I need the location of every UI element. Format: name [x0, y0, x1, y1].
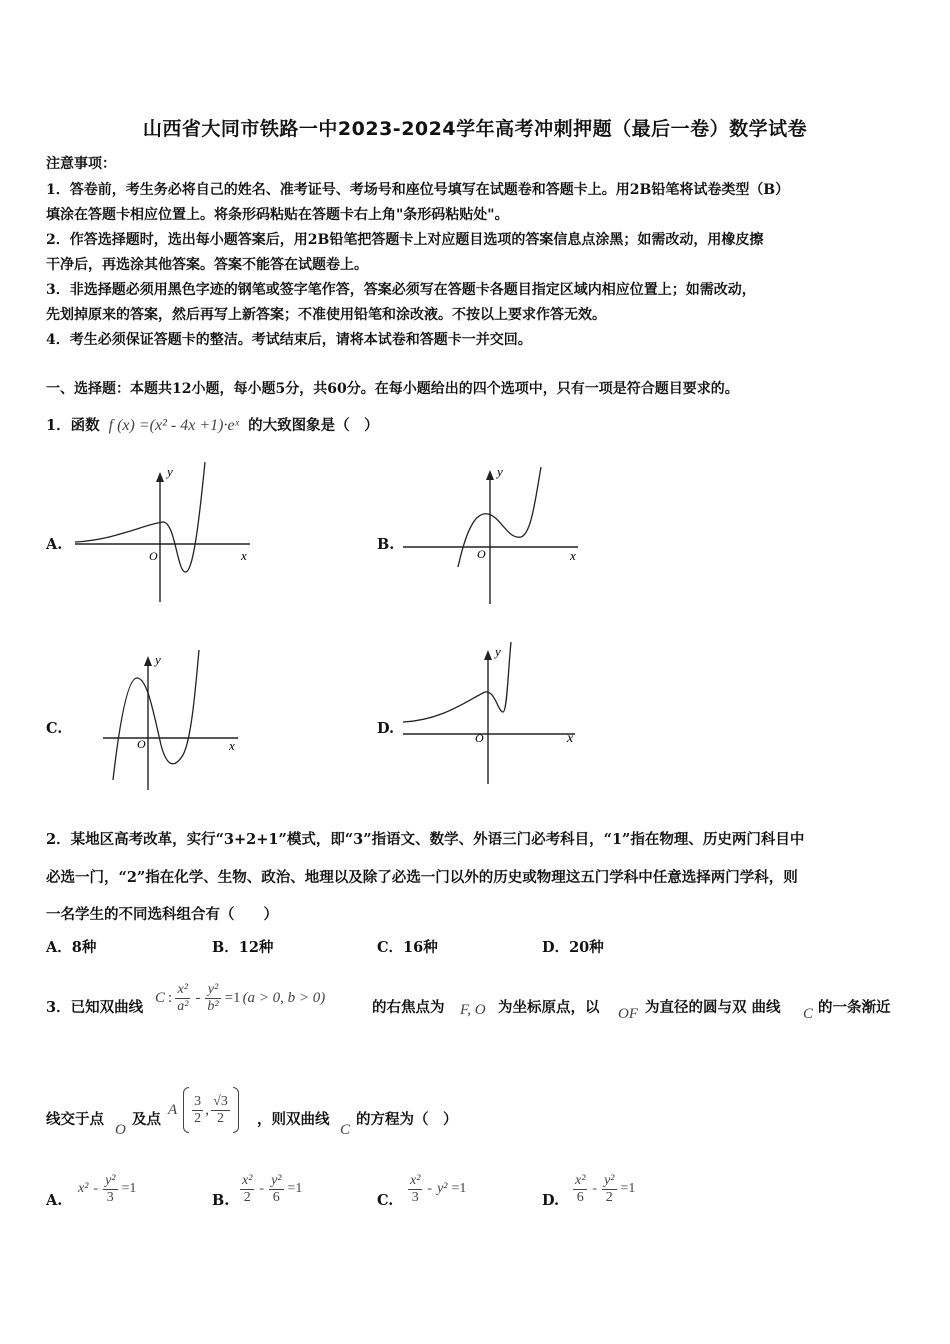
q2-option-a[interactable]: A．8种 — [46, 939, 97, 956]
q1-suffix: 的大致图象是（ ） — [248, 417, 379, 434]
colon: : — [168, 989, 173, 1006]
q2-option-b[interactable]: B．12种 — [212, 939, 274, 956]
q3-line2-d: 的方程为（ ） — [356, 1111, 458, 1128]
minus-sign: - — [195, 989, 201, 1006]
notice-line: 干净后，再选涂其他答案。答案不能答在试题卷上。 — [46, 257, 368, 273]
q3-option-c-label[interactable]: C. — [377, 1192, 394, 1209]
frac-num: y² — [205, 982, 220, 998]
q3-line2-b: 及点 — [132, 1111, 161, 1128]
axis-x-label: x — [241, 548, 247, 563]
frac-num: x² — [242, 1173, 253, 1189]
q3-text-3: 为直径的圆与双 曲线 — [645, 999, 781, 1016]
q3-prefix: 3．已知双曲线 — [46, 999, 144, 1016]
notice-line: 3．非选择题必须用黑色字迹的钢笔或签字笔作答，答案必须写在答题卡各题目指定区域内相应位置上；如需改动， — [46, 282, 756, 298]
q1-formula: f (x) =(x² - 4x +1)·eˣ — [108, 417, 240, 434]
option-a-label[interactable]: A. — [46, 536, 63, 553]
notice-line: 填涂在答题卡相应位置上。将条形码粘贴在答题卡右上角"条形码粘贴处"。 — [46, 207, 509, 223]
frac-den: 2 — [605, 1189, 613, 1205]
frac-den: 6 — [272, 1189, 280, 1205]
axis-x-label: x — [567, 731, 574, 746]
curve-c: C — [340, 1122, 351, 1138]
graph-option-c[interactable] — [103, 650, 253, 790]
frac-num: √3 — [213, 1094, 228, 1110]
frac-den: 6 — [576, 1189, 584, 1205]
q3-line2-a: 线交于点 — [46, 1111, 104, 1128]
frac-num: x² — [410, 1173, 421, 1189]
section-heading: 一、选择题：本题共12小题，每小题5分，共60分。在每小题给出的四个选项中，只有一项是符合题目要求的。 — [46, 381, 739, 397]
frac-num: x² — [575, 1173, 586, 1189]
frac-num: y² — [604, 1173, 615, 1189]
frac-den: 3 — [106, 1189, 114, 1205]
origin-label: O — [149, 549, 158, 563]
curve-c: C — [155, 989, 166, 1006]
point-a-coords — [168, 1084, 239, 1136]
curve-c: C — [803, 1006, 814, 1022]
axis-x-label: x — [570, 548, 576, 563]
minus-sign: - — [93, 1181, 99, 1196]
q3-option-c[interactable] — [408, 1164, 466, 1214]
graph-option-a[interactable] — [75, 462, 265, 607]
term: x² — [78, 1181, 89, 1196]
question-2-line: 必选一门，“2”指在化学、生物、政治、地理以及除了必选一门以外的历史或物理这五门学科中任意选择两门学科，则 — [46, 869, 798, 886]
comma: , — [205, 1101, 210, 1118]
q3-option-d-label[interactable]: D. — [542, 1192, 560, 1209]
frac-den: 2 — [217, 1110, 225, 1126]
frac-num: x² — [175, 982, 190, 998]
graph-option-d[interactable] — [403, 642, 588, 787]
equals-one: =1 — [620, 1181, 636, 1196]
q3-option-a-label[interactable]: A. — [46, 1192, 63, 1209]
equals-one: =1 — [451, 1181, 467, 1196]
equals-one: =1 — [121, 1181, 137, 1196]
condition: (a > 0, b > 0) — [242, 989, 326, 1006]
frac-den: b² — [207, 998, 219, 1014]
minus-sign: - — [592, 1181, 598, 1196]
origin-label: O — [137, 737, 146, 751]
f-o: F, O — [460, 1002, 486, 1018]
axis-y-label: y — [167, 464, 173, 479]
axis-y-label: y — [155, 652, 161, 667]
q3-text-2: 为坐标原点，以 — [498, 999, 600, 1016]
axis-y-label: y — [497, 464, 503, 479]
frac-num: 3 — [194, 1094, 202, 1110]
q3-option-d[interactable] — [573, 1164, 635, 1214]
term: y² — [437, 1181, 448, 1196]
q3-equation — [155, 978, 325, 1018]
q2-option-d[interactable]: D．20种 — [542, 939, 604, 956]
frac-num: y² — [271, 1173, 282, 1189]
option-c-label[interactable]: C. — [46, 720, 63, 737]
page-title: 山西省大同市铁路一中2023-2024学年高考冲刺押题（最后一卷）数学试卷 — [142, 118, 808, 140]
q3-option-b-label[interactable]: B. — [212, 1192, 230, 1209]
frac-den: a² — [177, 998, 189, 1014]
minus-sign: - — [259, 1181, 265, 1196]
graph-option-b[interactable] — [403, 462, 593, 607]
q1-prefix: 1．函数 — [46, 417, 100, 434]
question-2-line: 2．某地区高考改革，实行“3+2+1”模式，即“3”指语文、数学、外语三门必考科目，“1”指在物理、历史两门科目中 — [46, 831, 805, 848]
notice-line: 4．考生必须保证答题卡的整洁。考试结束后，请将本试卷和答题卡一并交回。 — [46, 332, 532, 348]
q3-text-1: 的右焦点为 — [372, 999, 445, 1016]
origin-label: O — [475, 731, 484, 745]
option-d-label[interactable]: D. — [377, 720, 395, 737]
equals-one: =1 — [224, 989, 241, 1006]
axis-x-label: x — [229, 738, 235, 753]
point-a: A — [168, 1101, 178, 1118]
right-paren — [233, 1087, 239, 1133]
origin-label: O — [477, 547, 486, 561]
question-1 — [46, 414, 379, 435]
option-b-label[interactable]: B. — [377, 536, 395, 553]
frac-den: 3 — [411, 1189, 419, 1205]
left-paren — [183, 1087, 189, 1133]
notice-heading: 注意事项： — [46, 156, 116, 172]
minus-sign: - — [427, 1181, 433, 1196]
q2-option-c[interactable]: C．16种 — [377, 939, 438, 956]
notice-line: 1．答卷前，考生务必将自己的姓名、准考证号、考场号和座位号填写在试题卷和答题卡上。用2B铅笔将试卷类型（B） — [46, 182, 790, 198]
question-2-line: 一名学生的不同选科组合有（ ） — [46, 906, 278, 923]
q3-text-4: 的一条渐近 — [818, 999, 891, 1016]
segment-of: OF — [618, 1006, 638, 1022]
frac-den: 2 — [194, 1110, 202, 1126]
q3-option-a[interactable] — [78, 1164, 136, 1214]
frac-num: y² — [105, 1173, 116, 1189]
equals-one: =1 — [287, 1181, 303, 1196]
notice-line: 2．作答选择题时，选出每小题答案后，用2B铅笔把答题卡上对应题目选项的答案信息点涂黑；如需改动，用橡皮擦 — [46, 232, 764, 248]
axis-y-label: y — [495, 644, 501, 659]
q3-line2-c: ，则双曲线 — [257, 1111, 330, 1128]
q3-option-b[interactable] — [240, 1164, 302, 1214]
notice-line: 先划掉原来的答案，然后再写上新答案；不准使用铅笔和涂改液。不按以上要求作答无效。 — [46, 307, 606, 323]
frac-den: 2 — [243, 1189, 251, 1205]
point-o: O — [115, 1122, 126, 1138]
